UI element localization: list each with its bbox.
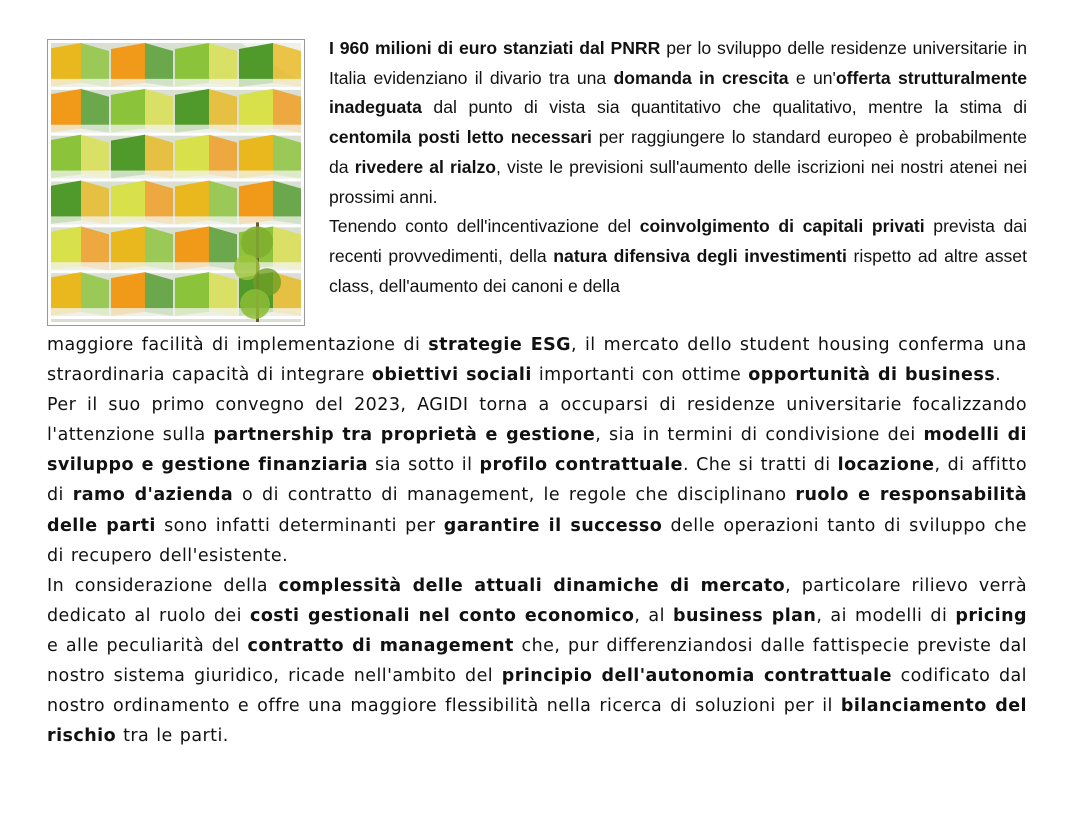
bold-text-run: strategie ESG	[428, 335, 571, 355]
bold-text-run: principio dell'autonomia contrattuale	[501, 666, 892, 687]
balcony-railing	[51, 125, 301, 133]
text-run: , particolare rilievo verrà dedicato al ruolo dei	[47, 575, 1028, 626]
bold-text-run: opportunità di business	[748, 365, 996, 386]
bold-text-run: natura difensiva degli investimenti	[553, 245, 847, 266]
text-run: , ai modelli di	[816, 605, 956, 626]
bold-text-run: profilo contrattuale	[479, 455, 683, 476]
bold-text-run: locazione	[837, 455, 935, 476]
building-facade-photo	[47, 39, 305, 326]
paragraph-4	[47, 576, 1027, 746]
floor-slab	[51, 179, 301, 182]
bold-text-run: business plan	[672, 605, 817, 626]
text-run: . Che si tratti di	[683, 455, 838, 476]
text-run: codificato dal nostro ordinamento e offre una maggiore flessibilità nella ricerca di soluzioni per il	[47, 666, 1027, 717]
bold-text-run: complessità delle attuali dinamiche di mercato	[278, 575, 786, 596]
floor-slab	[51, 224, 301, 227]
text-run: maggiore facilità di implementazione di	[47, 335, 429, 355]
text-run: sono infatti determinanti per	[155, 515, 444, 536]
bold-text-run: obiettivi sociali	[371, 365, 532, 386]
bold-text-run: modelli di sviluppo e gestione finanziaria	[47, 425, 1027, 476]
text-run: per raggiungere lo standard europeo è probabilmente da	[329, 127, 1027, 177]
paragraph-1	[329, 38, 1027, 207]
text-run: , viste le previsioni sull'aumento delle iscrizioni nei nostri atenei nei prossimi anni.	[329, 156, 1027, 207]
text-run: Per il suo primo convegno del 2023, AGIDI torna a occuparsi di residenze universitarie focalizzando l'attenzione sulla	[47, 395, 1027, 446]
text-run: importanti con ottime	[531, 365, 749, 386]
text-run: che, pur differenziandosi dalle fattispecie previste dal nostro sistema giuridico, ricade nell'ambito del	[47, 635, 1028, 687]
text-run: Tenendo conto dell'incentivazione del	[329, 216, 640, 237]
building-facade-illustration	[51, 43, 301, 322]
bold-text-run: garantire il successo	[443, 515, 663, 536]
bold-text-run: bilanciamento del rischio	[47, 696, 1027, 747]
text-run: e alle peculiarità del	[47, 635, 248, 656]
text-run: , di affitto di	[47, 455, 1028, 506]
paragraph-2-start	[329, 216, 1027, 295]
text-run: dal punto di vista sia quantitativo che qualitativo, mentre la stima di	[421, 97, 1027, 118]
bold-text-run: ruolo e responsabilità delle parti	[47, 485, 1027, 536]
text-run: per lo sviluppo delle residenze universitarie in Italia evidenziano il divario tra una	[329, 38, 1027, 88]
bold-text-run: centomila posti letto necessari	[329, 127, 592, 148]
bold-text-run: coinvolgimento di capitali privati	[639, 216, 925, 237]
bold-text-run: I 960 milioni di euro stanziati dal PNRR	[329, 38, 661, 58]
text-run: o di contratto di management, le regole che disciplinano	[233, 485, 796, 506]
bold-text-run: pricing	[955, 605, 1028, 626]
balcony-railing	[51, 79, 301, 87]
balcony-railing	[51, 216, 301, 224]
bold-text-run: contratto di management	[247, 635, 514, 656]
text-run: rispetto ad altre asset class, dell'aumento dei canoni e della	[329, 245, 1027, 296]
floor-slab	[51, 87, 301, 90]
bold-text-run: partnership tra proprietà e gestione	[213, 425, 596, 446]
floor-slab	[51, 316, 301, 319]
text-run: delle operazioni tanto di sviluppo che di recupero dell'esistente.	[47, 515, 1027, 566]
bold-text-run: costi gestionali nel conto economico	[250, 605, 635, 626]
text-run: .	[995, 365, 1002, 386]
text-run: sia sotto il	[367, 455, 480, 476]
bold-text-run: domanda in crescita	[613, 67, 789, 88]
text-run: , il mercato dello student housing conferma una straordinaria capacità di integrare	[47, 335, 1027, 386]
main-paragraph	[47, 330, 1027, 751]
text-run: e un'	[788, 67, 836, 88]
bold-text-run: ramo d'azienda	[72, 485, 234, 506]
paragraph-3	[47, 395, 1027, 565]
floor-slab	[51, 133, 301, 136]
bold-text-run: rivedere al rialzo	[354, 156, 497, 177]
paragraph-2-end	[47, 335, 1027, 385]
bold-text-run: offerta strutturalmente inadeguata	[329, 67, 1027, 118]
balcony-railing	[51, 171, 301, 179]
text-run: , al	[634, 605, 673, 626]
article-body	[47, 34, 1027, 751]
text-run: In considerazione della	[47, 575, 279, 596]
text-run: tra le parti.	[116, 726, 229, 747]
text-run: prevista dai recenti provvedimenti, della	[329, 216, 1027, 266]
text-run: , sia in termini di condivisione dei	[595, 425, 924, 446]
